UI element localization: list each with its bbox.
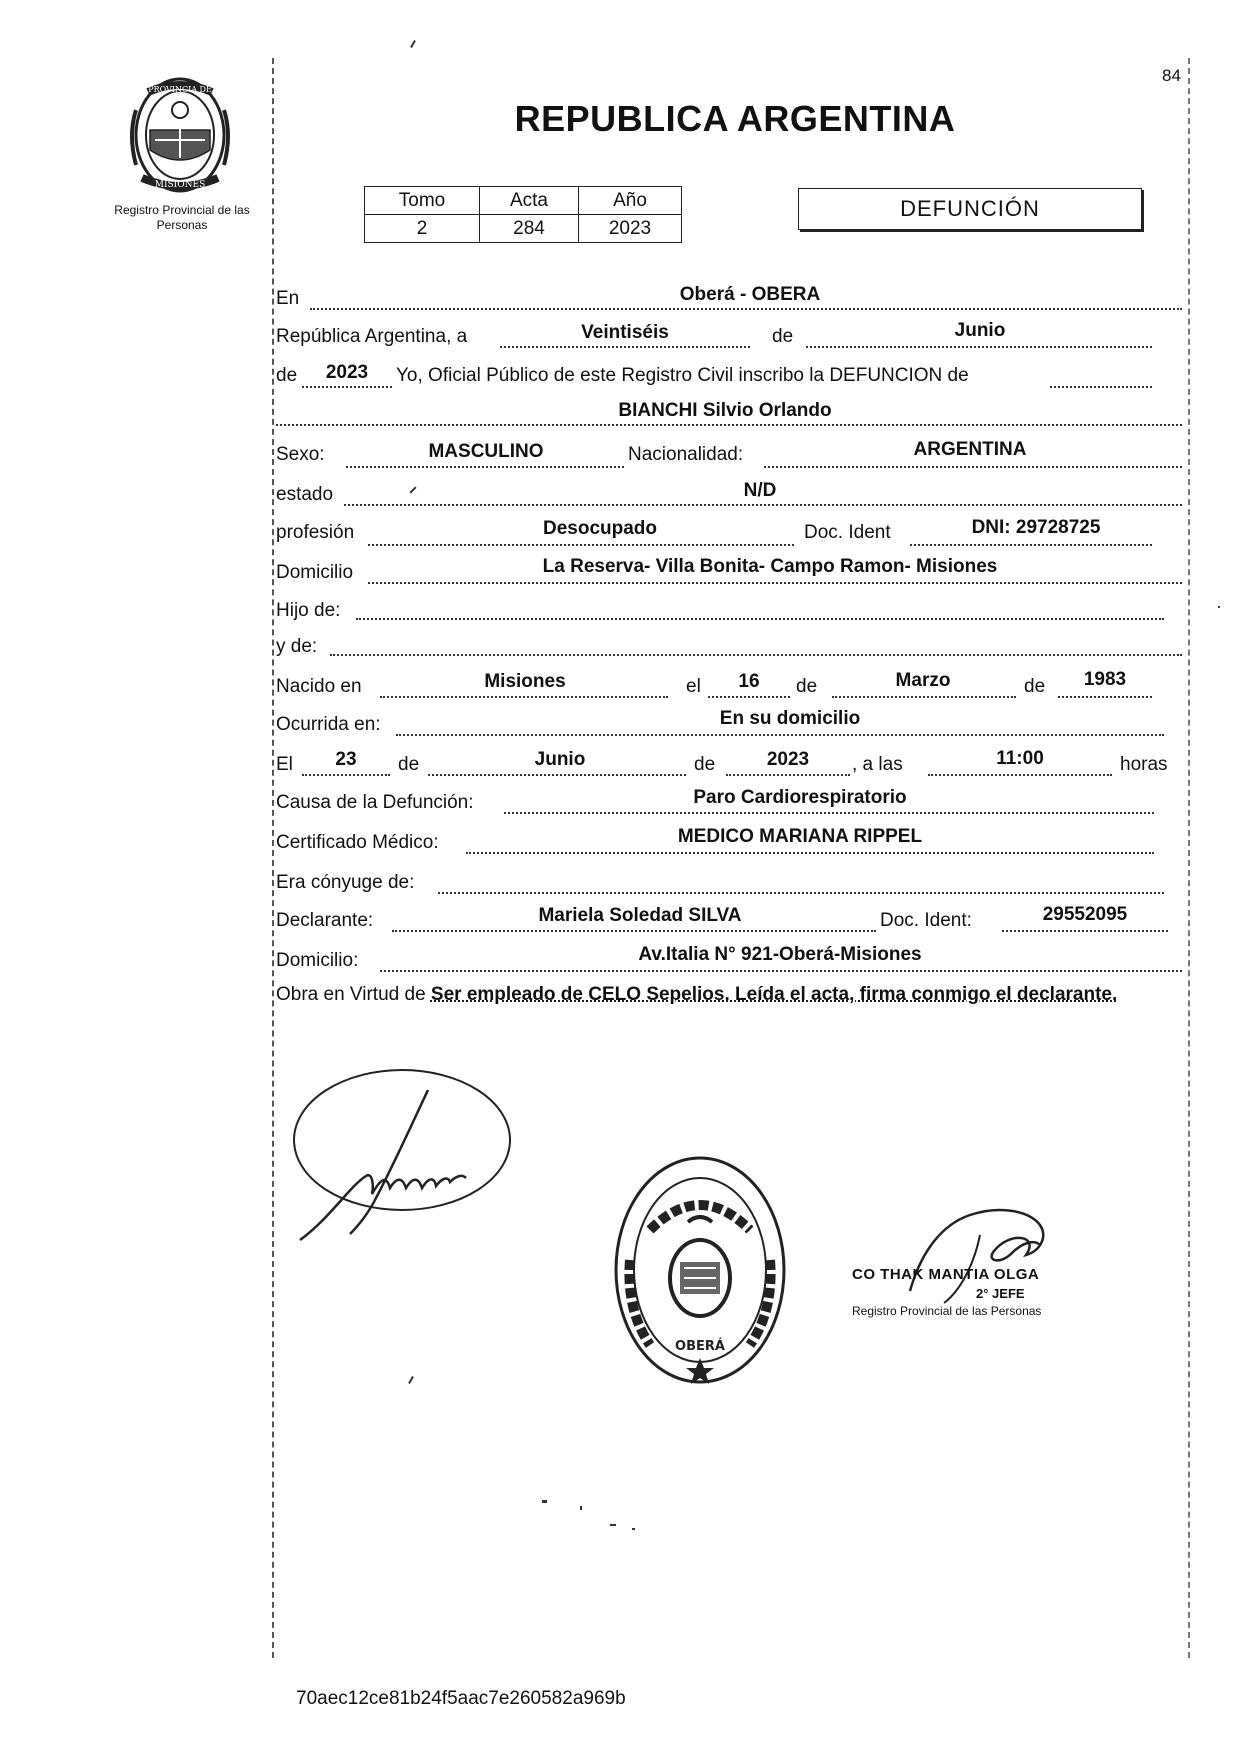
document-title: REPUBLICA ARGENTINA <box>514 98 956 139</box>
hijo-dotted-line <box>356 618 1164 620</box>
ocurrida-dotted-line <box>396 734 1164 736</box>
sexo-label: Sexo: <box>276 444 325 465</box>
conyuge-dotted-line <box>438 892 1164 894</box>
registry-caption: Registro Provincial de las Personas <box>114 203 250 232</box>
el-label: el <box>686 676 701 697</box>
document-hash: 70aec12ce81b24f5aac7e260582a969b <box>296 1688 626 1709</box>
doc-label: Doc. Ident <box>804 522 891 543</box>
scan-speck <box>610 1524 616 1526</box>
seal-outer-text: DELEGACION DEL REGISTRO PROVINCIAL DE LAS PERSONAS <box>700 1170 731 1171</box>
nac-mes-value: Marzo <box>895 670 951 691</box>
emblem-bottom-text: MISIONES <box>154 180 206 190</box>
right-margin-rule <box>1188 58 1190 1658</box>
obra-value: Ser empleado de CELO Sepelios. Leída el acta, firma conmigo el declarante. <box>430 984 1118 1005</box>
nombre-dotted-line <box>276 424 1182 426</box>
de-label-1: de <box>772 326 794 347</box>
scan-speck <box>410 40 416 48</box>
nac-anio-value: 1983 <box>1083 669 1127 690</box>
scan-speck <box>1218 606 1220 608</box>
certificado-label: Certificado Médico: <box>276 832 439 853</box>
en-dotted-line <box>310 308 1182 310</box>
def-anio-dotted-line <box>726 774 850 776</box>
obra-paragraph <box>276 980 1182 1010</box>
nombre-value: BIANCHI Silvio Orlando <box>618 400 832 421</box>
profesion-label: profesión <box>276 522 355 543</box>
anio-dotted-line <box>302 386 392 388</box>
scan-speck <box>580 1506 582 1510</box>
dia-value: Veintiséis <box>581 322 669 343</box>
domicilio-value: La Reserva- Villa Bonita- Campo Ramon- Misiones <box>542 556 998 577</box>
anio-prefix-label: de <box>276 365 298 386</box>
causa-label: Causa de la Defunción: <box>276 792 474 813</box>
nac-de-label-2: de <box>1024 676 1046 697</box>
nac-anio-dotted-line <box>1058 696 1152 698</box>
nac-dia-value: 16 <box>738 671 760 692</box>
certificado-dotted-line <box>466 852 1154 854</box>
horas-label: horas <box>1120 754 1168 775</box>
doc2-label: Doc. Ident: <box>880 910 972 931</box>
conyuge-label: Era cónyuge de: <box>276 872 415 893</box>
doc-value: DNI: 29728725 <box>971 517 1101 538</box>
nacionalidad-label: Nacionalidad: <box>628 444 744 465</box>
official-seal <box>610 1150 790 1390</box>
en-value: Oberá - OBERA <box>679 284 821 305</box>
nacido-dotted-line <box>380 696 668 698</box>
el2-label: El <box>276 754 293 775</box>
value-acta: 284 <box>480 215 579 243</box>
def-dia-value: 23 <box>335 749 357 770</box>
hora-dotted-line <box>928 774 1112 776</box>
nacionalidad-dotted-line <box>764 466 1182 468</box>
mes-dotted-line <box>806 346 1152 348</box>
alas-label: , a las <box>852 754 903 775</box>
nacionalidad-value: ARGENTINA <box>913 439 1027 460</box>
profesion-dotted-line <box>368 544 794 546</box>
estado-value: N/D <box>743 480 777 501</box>
ocurrida-value: En su domicilio <box>719 708 861 729</box>
estado-label: estado <box>276 484 334 505</box>
nacido-label: Nacido en <box>276 676 362 697</box>
causa-value: Paro Cardiorespiratorio <box>693 787 907 808</box>
domicilio2-value: Av.Italia N° 921-Oberá-Misiones <box>638 944 922 965</box>
ocurrida-label: Ocurrida en: <box>276 714 381 735</box>
scan-speck <box>542 1500 547 1503</box>
official-office: Registro Provincial de las Personas <box>852 1304 1042 1318</box>
scan-speck <box>632 1528 635 1530</box>
doc-dotted-line <box>910 544 1152 546</box>
value-anio: 2023 <box>579 215 682 243</box>
republica-label: República Argentina, a <box>276 326 468 347</box>
header-acta: Acta <box>480 187 579 215</box>
emblem-top-text: PROVINCIA DE <box>148 85 212 94</box>
def-mes-value: Junio <box>534 749 586 770</box>
yde-label: y de: <box>276 636 318 657</box>
declarante-value: Mariela Soledad SILVA <box>538 905 742 926</box>
def-anio-value: 2023 <box>766 749 810 770</box>
record-type-box: DEFUNCIÓN <box>798 188 1142 230</box>
header-anio: Año <box>579 187 682 215</box>
en-label: En <box>276 288 300 309</box>
hijo-label: Hijo de: <box>276 600 341 621</box>
declarant-signature <box>290 1068 530 1248</box>
causa-dotted-line <box>504 812 1154 814</box>
official-name: CO THAK MANTIA OLGA <box>852 1266 1040 1283</box>
estado-dotted-line <box>344 504 1182 506</box>
def-mes-dotted-line <box>428 774 686 776</box>
inscribo-text: Yo, Oficial Público de este Registro Civil inscribo la DEFUNCION de <box>396 365 969 386</box>
domicilio2-dotted-line <box>380 970 1182 972</box>
domicilio-label: Domicilio <box>276 562 354 583</box>
doc2-dotted-line <box>1002 930 1168 932</box>
dia-dotted-line <box>500 346 750 348</box>
sexo-value: MASCULINO <box>428 441 544 462</box>
left-margin-rule <box>272 58 274 1658</box>
official-role: 2° JEFE <box>976 1286 1025 1301</box>
page-number: 84 <box>1162 66 1181 85</box>
doc2-value: 29552095 <box>1042 904 1128 925</box>
domicilio2-label: Domicilio: <box>276 950 359 971</box>
scan-speck <box>409 486 416 493</box>
seal-bottom-text: OBERÁ <box>675 1339 725 1354</box>
certificado-value: MEDICO MARIANA RIPPEL <box>677 826 923 847</box>
declarante-label: Declarante: <box>276 910 374 931</box>
obra-label: Obra en Virtud de <box>276 984 426 1005</box>
inscribo-dotted-line <box>1050 386 1152 388</box>
hora-value: 11:00 <box>996 748 1044 769</box>
scan-speck <box>408 1376 414 1384</box>
def-de-label-2: de <box>694 754 716 775</box>
value-tomo: 2 <box>365 215 480 243</box>
anio-value: 2023 <box>325 362 369 383</box>
record-table <box>364 186 682 243</box>
sexo-dotted-line <box>346 466 624 468</box>
domicilio-dotted-line <box>368 582 1182 584</box>
provincial-emblem-icon <box>120 70 240 200</box>
nac-dia-dotted-line <box>708 696 790 698</box>
profesion-value: Desocupado <box>542 518 658 539</box>
record-table-value-row <box>365 215 682 243</box>
declarante-dotted-line <box>392 930 876 932</box>
nac-de-label-1: de <box>796 676 818 697</box>
nac-mes-dotted-line <box>832 696 1016 698</box>
mes-value: Junio <box>954 320 1006 341</box>
header-tomo: Tomo <box>365 187 480 215</box>
record-table-header-row <box>365 187 682 215</box>
def-de-label-1: de <box>398 754 420 775</box>
def-dia-dotted-line <box>302 774 390 776</box>
nacido-value: Misiones <box>484 671 566 692</box>
yde-dotted-line <box>330 654 1182 656</box>
